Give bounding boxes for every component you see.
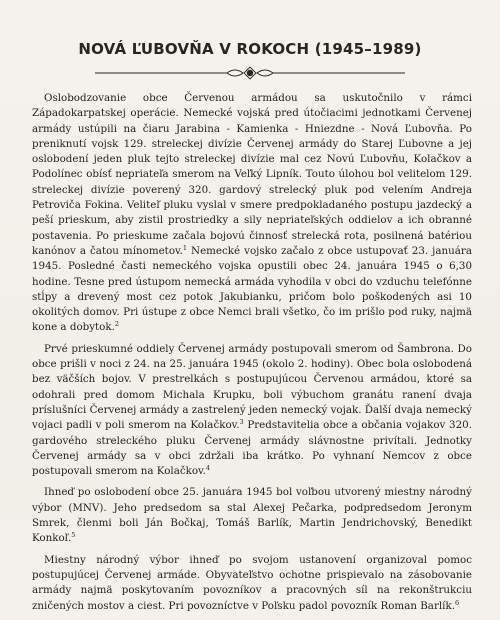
body-text [32,91,472,620]
chapter-title: NOVÁ ĽUBOVŇA V ROKOCH (1945–1989) [78,40,422,58]
footnote-ref: 4 [205,464,211,473]
paragraph-4 [32,553,472,614]
paragraph-2 [32,342,472,480]
paragraph-text: Predstavitelia obce a občania vojakov 320. gardového streleckého pluku Červenej armády slávnostne privítali. Jednotky Červenej armády sa v obci zdržali iba krátko. Po vyhnaní Nemcov z obce postupovali smerom na Kolačkov. [32,419,472,478]
footnote-ref: 1 [182,243,188,252]
paragraph-1 [32,91,472,336]
paragraph-3 [32,485,472,546]
paragraph-text: Oslobodzovanie obce Červenou armádou sa uskutočnilo v rámci Západokarpatskej operácie. Nemecké vojská pred útočiacimi jednotkami Červenej armády ustúpili na čiaru Jarabina - Kamienka - Hniezdne - Nová Ľubovňa. Po preniknutí vojsk 129. streleckej divízie Červenej armády do Starej Ľubovne a jej oslobodení jeden pluk tejto streleckej divízie mal cez Novú Ľubovňu, Kolačkov a Podolínec obísť nepriateľa smerom na Veľký Lipník. Touto úlohou bol velitelom 129. streleckej divízie poverený 320. gardový strelecký pluk pod velením Andreja Petroviča Fokina. Veliteľ pluku vyslal v smere predpokladaného postupu jazdecký a peší prieskum, aby zistil prostriedky a sily nepriateľských oddielov a ich obranné postavenia. Po prieskume začala bojovú činnosť strelecká rota, posilnená batériou kanónov a čatou mínometov. [32,92,472,257]
footnote-ref: 5 [71,531,76,540]
paragraph-text: Ihneď po oslobodení obce 25. januára 1945 bol voľbou utvorený miestny národný výbor (MNV). Jeho predsedom sa stal Alexej Pečarka, podpredsedom Jeronym Smrek, členmi boli Ján Bočkaj, Tomáš Barlík, Martin Jendrichovský, Benedikt Konkoľ. [32,486,472,545]
paragraph-text: Prvé prieskumné oddiely Červenej armády postupovali smerom od Šambrona. Do obce prišli v noci z 24. na 25. januára 1945 (okolo 2. hodiny). Obec bola oslobodená bez väčších bojov. V prestrelkách s postupujúcou Červenou armádou, ktoré sa odohrali pred domom Michala Krupku, boli výbuchom granátu ranení dvaja príslušníci Červenej armády a zastrelený jeden nemecký vojak. Ďalší dvaja nemecký vojaci padli v poli smerom na Kolačkov. [32,342,472,432]
footnote-ref: 6 [454,598,460,607]
title-ornament-divider [95,66,405,80]
footnote-ref: 2 [114,320,120,329]
paragraph-text: Miestny národný výbor ihneď po svojom ustanovení organizoval pomoc postupujúcej Červenej armáde. Obyvateľstvo ochotne prispievalo na zásobovanie armády najmä poskytovaním povozníkov a pracovných síl na rekonštrukciu zničených mostov a ciest. Pri povozníctve v Poľsku padol povozník Roman Barlík. [32,553,472,612]
paragraph-text: Nemecké vojsko začalo z obce ustupovať 23. januára 1945. Posledné časti nemeckého vojska opustili obec 24. januára 1945 o 6,30 hodine. Tesne pred ústupom nemecká armáda vyhodila v obci do vzduchu telefónne stĺpy a drevený most cez potok Jakubianku, pričom bolo poškodených asi 10 okolitých domov. Pri ústupe z obce Nemci brali všetko, čo im prišlo pod ruky, najmä kone a dobytok. [32,244,472,334]
footnote-ref: 3 [239,418,244,427]
